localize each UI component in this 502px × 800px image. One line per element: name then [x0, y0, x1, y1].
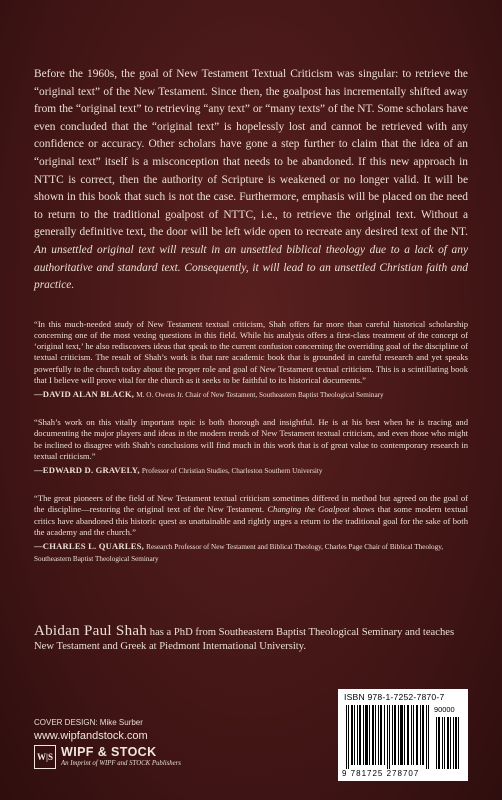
barcode-addon: 90000: [434, 705, 455, 714]
book-description: [34, 66, 468, 295]
endorsement-black: [34, 319, 468, 401]
publisher-name: WIPF & STOCK: [61, 745, 157, 759]
barcode-digits: 9 781725 278707: [342, 769, 420, 778]
back-cover-content: [34, 66, 468, 581]
description-italic-text: An unsettled original text will result in an unsettled biblical theology due to a lack of any authoritative and standard text. Consequently, it will lead to an unsettled Christian faith and practice.: [34, 243, 468, 292]
endorsement-attribution: [34, 541, 468, 565]
publisher-mark-icon: W|S: [34, 745, 56, 769]
endorsement-quote-part-b: shows that some modern textual critics have abandoned this historic quest as unattainable and rightly urges a return to the traditional goal for the sake of both the academy and the church.”: [34, 504, 468, 537]
endorser-role: Professor of Christian Studies, Charleston Southern University: [141, 466, 323, 475]
endorser-name: —CHARLES L. QUARLES,: [34, 540, 145, 551]
isbn-label: ISBN 978-1-7252-7870-7: [344, 692, 445, 702]
endorsement-attribution: [34, 465, 468, 477]
endorsements: [34, 319, 468, 566]
author-bio: [34, 624, 468, 654]
book-title-italic: Changing the Goalpost: [267, 504, 350, 515]
barcode-bars-icon: [344, 705, 462, 769]
endorser-name: —DAVID ALAN BLACK,: [34, 388, 135, 399]
endorser-name: —EDWARD D. GRAVELY,: [34, 464, 140, 475]
endorsement-quote-part-a: “The great pioneers of the field of New Testament textual criticism sometimes differed in method but agreed on the goal of the discipline—restoring the original text of the New Testament.: [34, 493, 468, 515]
endorsement-quarles: [34, 493, 468, 565]
endorsement-quote: [34, 493, 468, 538]
endorsement-gravely: [34, 417, 468, 477]
publisher-text: [61, 746, 181, 768]
publisher-website[interactable]: www.wipfandstock.com: [34, 730, 148, 742]
endorser-role: Research Professor of New Testament and Biblical Theology, Charles Page Chair of Biblical Theology, Southeastern Baptist Theological Seminary: [34, 542, 444, 564]
author-name: Abidan Paul Shah: [34, 623, 148, 639]
endorsement-quote: “In this much-needed study of New Testament textual criticism, Shah offers far more than careful historical scholarship concerning one of the most vexing questions in this field. While his analysis offers a first-class treatment of the concept of ‘original text,’ he also rediscovers ideas that speak to the current confusion concerning the overriding goal of the discipline of textual criticism. The result of Shah’s work is that rare academic book that is grounded in careful research and yet speaks powerfully to the church today about the proper role and goal of New Testament textual criticism. This is a scintillating book that I believe will prove vital for the church as it seeks to be faithful to its historical documents.”: [34, 318, 468, 385]
description-text: Before the 1960s, the goal of New Testament Textual Criticism was singular: to retrieve the “original text” of the New Testament. Since then, the goalpost has incrementally shifted away from the “original text” to retrieving “any text” or “many texts” of the NT. Some scholars have even concluded that the “original text” is hopelessly lost and cannot be retrieved with any confidence or accuracy. Other scholars have gone a step further to claim that the idea of an “original text” itself is a misconception that needs to be abandoned. If this new approach in NTTC is correct, then the authority of Scripture is weakened or no longer valid. It will be shown in this book that such is not the case. Furthermore, emphasis will be placed on the need to return to the traditional goalpost of NTTC, i.e., to retrieve the original text. Without a generally definitive text, the door will be left wide open to recreate any desired text of the NT.: [34, 68, 468, 239]
cover-design-credit: COVER DESIGN: Mike Surber: [34, 718, 143, 727]
author-bio-text: has a PhD from Southeastern Baptist Theological Seminary and teaches New Testament and Greek at Piedmont International University.: [34, 627, 455, 652]
publisher-logo: [34, 745, 181, 769]
endorser-role: M. O. Owens Jr. Chair of New Testament, Southeastern Baptist Theological Seminary: [136, 390, 384, 399]
isbn-barcode: [338, 689, 468, 781]
endorsement-quote: “Shah’s work on this vitally important topic is both thorough and insightful. He is at his best when he is tracing and documenting the major players and ideas in the modern trends of New Testament textual criticism, and even those who might be inclined to disagree with Shah’s conclusions will find much in this work that is of great value to contemporary research in textual criticism.”: [34, 417, 468, 461]
publisher-imprint: An Imprint of WIPF and STOCK Publishers: [61, 760, 181, 767]
endorsement-attribution: [34, 389, 468, 401]
